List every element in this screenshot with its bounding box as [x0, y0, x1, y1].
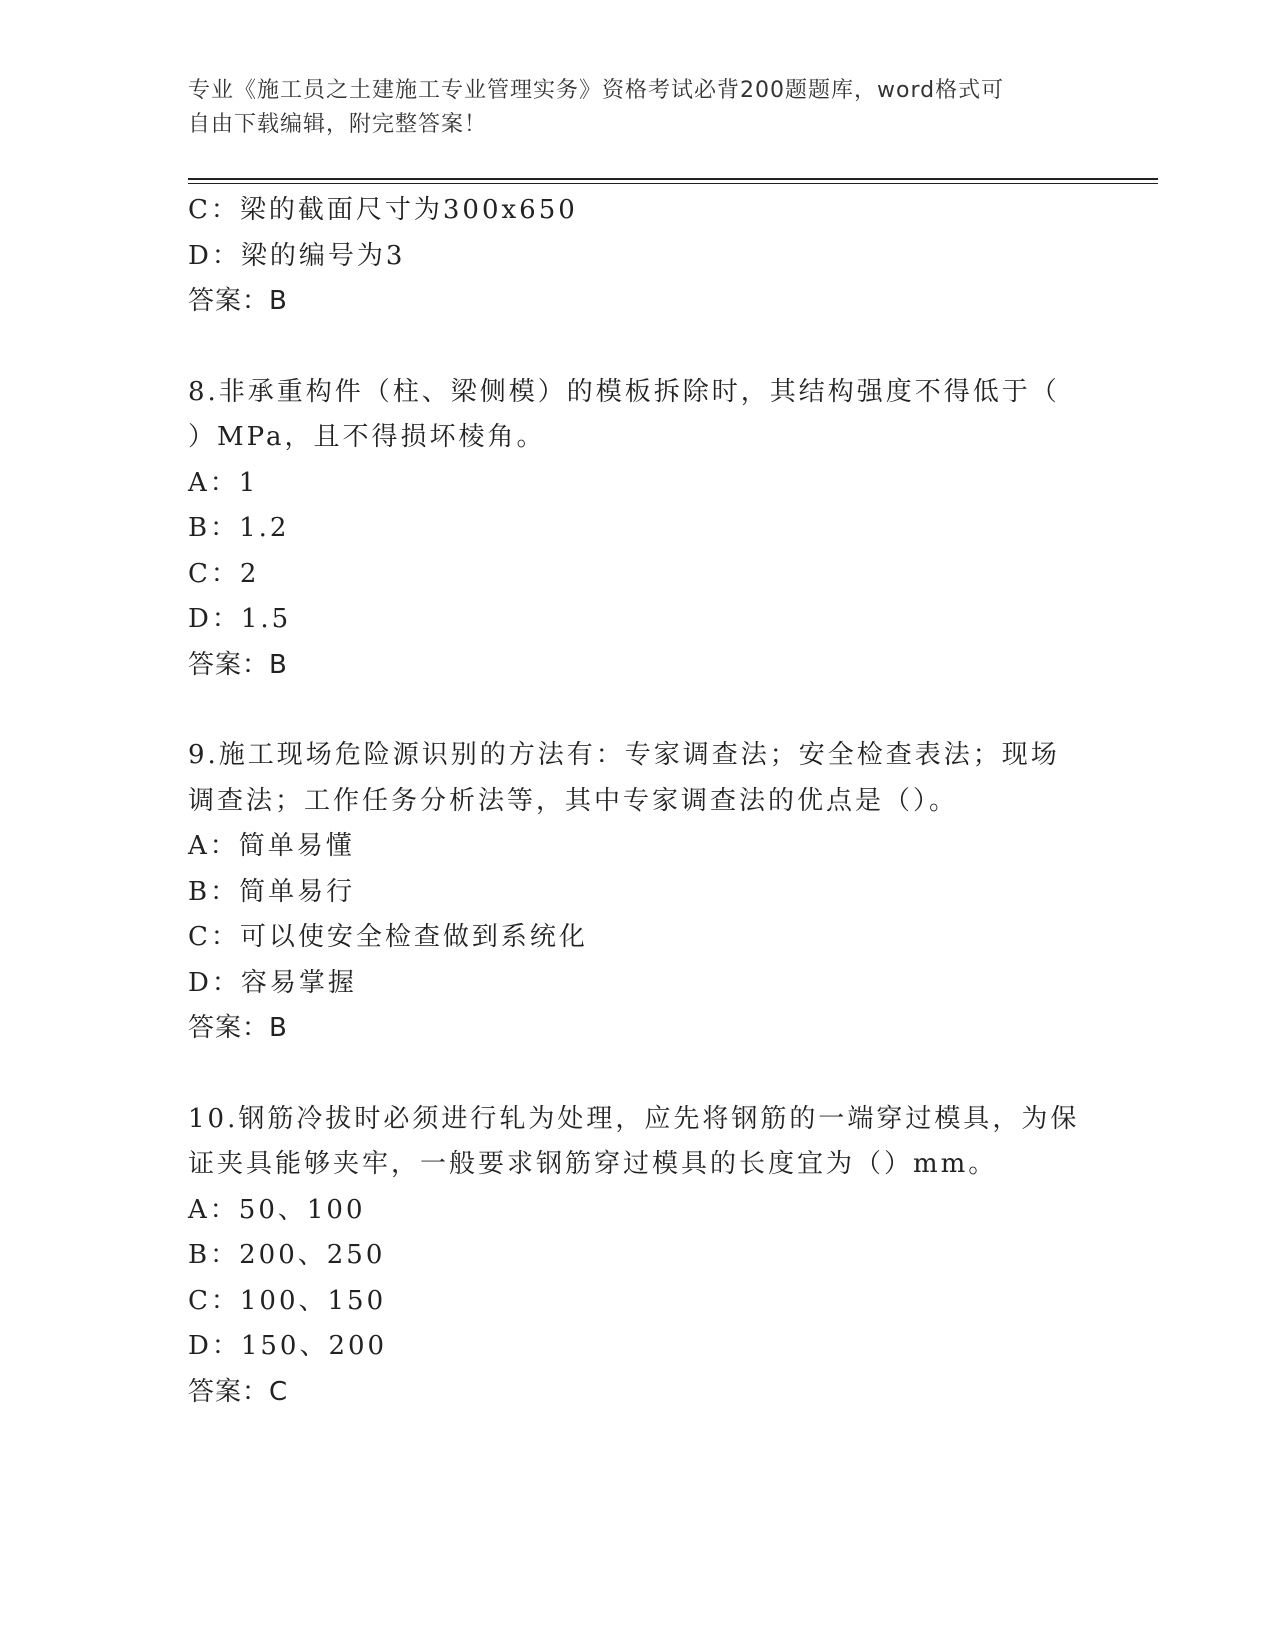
header-divider-thick — [188, 178, 1158, 180]
question-10 — [188, 1097, 1088, 1416]
question-text-line-2: ）MPa，且不得损坏棱角。 — [188, 422, 546, 452]
option-a: A：1 — [188, 467, 259, 498]
header-line-1: 专业《施工员之土建施工专业管理实务》资格考试必背200题题库，word格式可 — [188, 78, 1005, 103]
question-text-line-1: 10.钢筋冷拔时必须进行轧为处理，应先将钢筋的一端穿过模具，为保 — [188, 1103, 1080, 1134]
header-line-2: 自由下载编辑，附完整答案！ — [188, 112, 488, 137]
spacer — [188, 325, 1088, 370]
option-d: D：150、200 — [188, 1331, 388, 1361]
question-9 — [188, 733, 1088, 1052]
previous-question-tail — [188, 188, 1088, 325]
answer-line: 答案：B — [188, 1013, 288, 1043]
question-8 — [188, 370, 1088, 689]
option-c: C：2 — [188, 558, 260, 589]
option-b: B：简单易行 — [188, 876, 356, 907]
spacer — [188, 688, 1088, 733]
option-c: C：100、150 — [188, 1285, 387, 1316]
document-header — [188, 74, 1068, 142]
option-b: B：1.2 — [188, 513, 290, 543]
option-c: C：可以使安全检查做到系统化 — [188, 922, 588, 952]
option-c: C：梁的截面尺寸为300x650 — [188, 195, 578, 225]
question-text-line-1: 8.非承重构件（柱、梁侧模）的模板拆除时，其结构强度不得低于（ — [188, 376, 1060, 407]
option-d: D：1.5 — [188, 604, 292, 634]
answer-line: 答案：B — [188, 649, 288, 680]
answer-line: 答案：C — [188, 1376, 289, 1407]
option-b: B：200、250 — [188, 1240, 386, 1270]
question-text-line-1: 9.施工现场危险源识别的方法有：专家调查法；安全检查表法；现场 — [188, 740, 1060, 770]
answer-line: 答案：B — [188, 286, 288, 316]
option-a: A：50、100 — [188, 1194, 366, 1225]
option-a: A：简单易懂 — [188, 831, 355, 861]
question-text-line-2: 证夹具能够夹牢，一般要求钢筋穿过模具的长度宜为（）mm。 — [188, 1149, 998, 1179]
option-d: D：容易掌握 — [188, 967, 357, 998]
question-text-line-2: 调查法；工作任务分析法等，其中专家调查法的优点是（）。 — [188, 785, 959, 816]
spacer — [188, 1052, 1088, 1097]
header-divider-thin — [188, 183, 1158, 184]
option-d: D：梁的编号为3 — [188, 240, 406, 271]
question-content — [188, 188, 1088, 1415]
